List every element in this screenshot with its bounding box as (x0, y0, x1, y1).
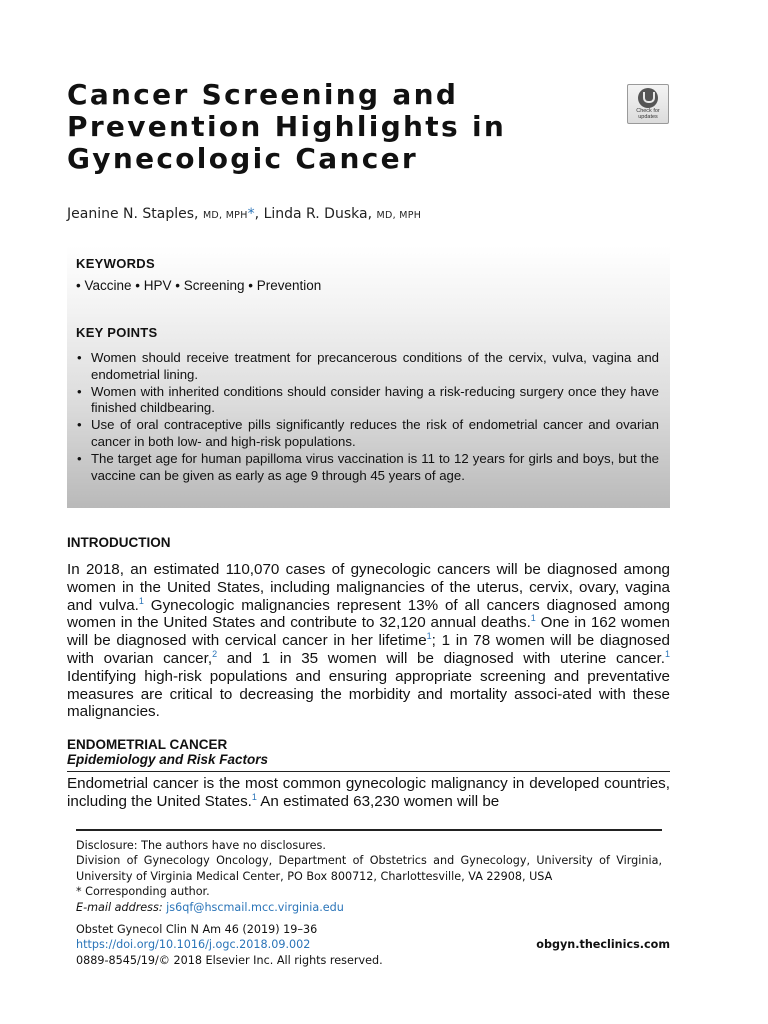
journal-site-link[interactable]: obgyn.theclinics.com (536, 938, 670, 952)
endometrial-paragraph: Endometrial cancer is the most common gynecologic malignancy in developed countries, including the United States.$^1$ An estimated 63,230 women will be (67, 775, 670, 810)
endometrial-cancer-heading: ENDOMETRIAL CANCER (67, 737, 228, 752)
title-line: Gynecologic Cancer (67, 142, 418, 175)
badge-label: Check for updates (636, 108, 660, 120)
corresponding-note: * Corresponding author. (76, 885, 210, 899)
article-title (67, 79, 587, 175)
reference-link[interactable]: 1 (138, 595, 144, 606)
check-for-updates-icon (638, 88, 658, 108)
journal-info (76, 922, 670, 968)
introduction-paragraph: In 2018, an estimated 110,070 cases of gynecologic cancers will be diagnosed among women in the United States, including malignancies of the uterus, cervix, ovary, vagina and vulva.$^1$ Gynecologic malignancies represent 13% of all cancers diagnosed among women in the United States and contribute to 32,120 annual deaths.$^1$ One in 162 women will be diagnosed with cervical cancer in her lifetime$^1$; 1 in 78 women will be diagnosed with ovarian cancer,$^2$ and 1 in 35 women will be diagnosed with uterine cancer.$^1$ Identifying high-risk populations and ensuring appropriate screening and preventative measures are critical to decreasing the morbidity and mortality associ-ated with these malignancies. (67, 561, 671, 721)
footnote-divider (76, 829, 662, 831)
key-point-item: • Use of oral contraceptive pills significantly reduces the risk of endometrial cancer and ovarian cancer in both low- and high-risk populations. (76, 417, 659, 451)
key-point-item: • Women with inherited conditions should consider having a risk-reducing surgery once they have finished childbearing. (76, 384, 659, 418)
key-points-heading: KEY POINTS (76, 325, 158, 340)
keywords-heading: KEYWORDS (76, 256, 155, 271)
keywords-keypoints-box (67, 246, 670, 508)
author-name: Jeanine N. Staples, (67, 206, 199, 222)
epidemiology-subheading: Epidemiology and Risk Factors (67, 752, 269, 767)
reference-link[interactable]: 1 (664, 648, 670, 659)
author-degrees: MD, MPH (376, 210, 422, 221)
email-label: E-mail address: (76, 900, 163, 914)
footnotes (76, 838, 662, 915)
key-point-item: • Women should receive treatment for precancerous conditions of the cervix, vulva, vagina and endometrial lining. (76, 350, 659, 384)
title-line: Cancer Screening and (67, 78, 459, 111)
disclosure-note: Disclosure: The authors have no disclosures. (76, 839, 326, 852)
doi-link[interactable]: https://doi.org/10.1016/j.ogc.2018.09.002 (76, 938, 311, 952)
key-points-list (76, 350, 659, 484)
reference-link[interactable]: 1 (251, 791, 257, 802)
title-line: Prevention Highlights in (67, 110, 507, 143)
reference-link[interactable]: 1 (426, 631, 432, 642)
email-note (76, 900, 662, 915)
section-divider (67, 771, 670, 772)
key-point-item: • The target age for human papilloma virus vaccination is 11 to 12 years for girls and boys, but the vaccine can be given as early as age 9 through 45 years of age. (76, 451, 659, 485)
reference-link[interactable]: 2 (212, 648, 218, 659)
corresponding-author-mark[interactable]: * (247, 206, 255, 222)
author-degrees: MD, MPH (202, 210, 248, 221)
check-for-updates-badge[interactable] (627, 84, 669, 124)
author-name: Linda R. Duska, (263, 206, 373, 222)
reference-link[interactable]: 1 (530, 613, 536, 624)
keywords-list: • Vaccine • HPV • Screening • Prevention (76, 278, 322, 293)
copyright: 0889-8545/19/© 2018 Elsevier Inc. All rights reserved. (76, 953, 383, 967)
introduction-heading: INTRODUCTION (67, 535, 171, 550)
affiliation-note: Division of Gynecology Oncology, Department of Obstetrics and Gynecology, University of Virginia, University of Virginia Medical Center, PO Box 800712, Charlottesville, VA 22908, USA (76, 854, 662, 883)
author-list (67, 206, 421, 222)
author-separator: , (254, 206, 260, 222)
citation: Obstet Gynecol Clin N Am 46 (2019) 19–36 (76, 923, 318, 936)
email-link[interactable]: js6qf@hscmail.mcc.virginia.edu (166, 900, 344, 914)
